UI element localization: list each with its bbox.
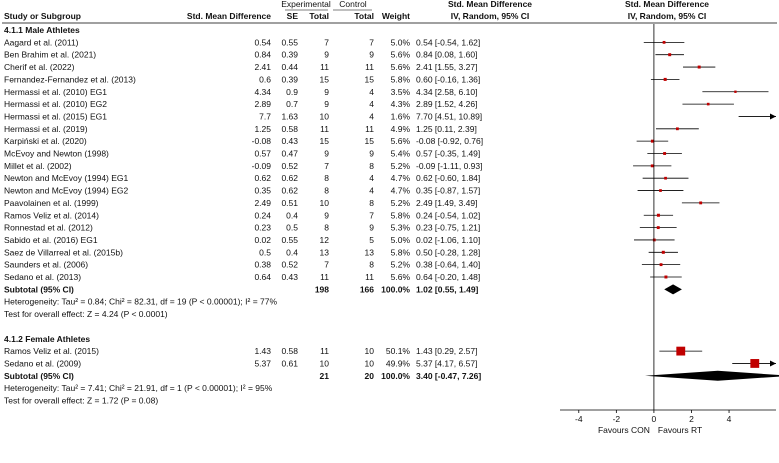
study-ci: 0.57 [-0.35, 1.49] (416, 148, 481, 159)
study-ci: 7.70 [4.51, 10.89] (416, 111, 483, 122)
study-total-c: 10 (364, 358, 374, 369)
subtotal-ci: 3.40 [-0.47, 7.26] (416, 370, 482, 381)
study-weight: 4.9% (390, 123, 410, 134)
study-se: 0.55 (281, 234, 298, 245)
x-tick-label: 2 (689, 414, 694, 424)
subtotal-total-c: 20 (364, 370, 374, 381)
study-total-e: 11 (320, 123, 329, 134)
study-name: Sabido et al. (2016) EG1 (4, 234, 98, 245)
subtotal-weight: 100.0% (381, 370, 410, 381)
ci-overflow-arrow (770, 360, 776, 366)
study-total-c: 4 (369, 173, 374, 184)
study-total-e: 7 (324, 160, 329, 171)
study-name: McEvoy and Newton (1998) (4, 148, 109, 159)
study-total-e: 15 (319, 74, 329, 85)
study-ci: 5.37 [4.17, 6.57] (416, 358, 478, 369)
study-se: 0.62 (281, 185, 298, 196)
study-name: Ramos Veliz et al. (2014) (4, 210, 99, 221)
study-total-c: 5 (369, 234, 374, 245)
header-study: Study or Subgroup (4, 11, 81, 21)
subtotal-weight: 100.0% (381, 284, 410, 295)
study-total-e: 15 (319, 136, 329, 147)
study-total-e: 9 (324, 148, 329, 159)
study-marker (750, 359, 759, 368)
study-total-e: 12 (319, 234, 329, 245)
study-weight: 49.9% (385, 358, 410, 369)
study-total-e: 10 (319, 111, 329, 122)
study-se: 1.63 (281, 111, 298, 122)
x-tick-label: 4 (726, 414, 732, 424)
study-total-c: 13 (364, 247, 374, 258)
study-name: Hermassi et al. (2010) EG1 (4, 86, 107, 97)
study-total-c: 15 (364, 136, 374, 147)
study-se: 0.9 (286, 86, 298, 97)
subtotal-label: Subtotal (95% CI) (4, 370, 74, 381)
study-total-e: 11 (320, 346, 329, 357)
study-marker (734, 91, 736, 93)
study-ci: 0.84 [0.08, 1.60] (416, 49, 478, 60)
header-total-c: Total (354, 11, 374, 21)
study-se: 0.4 (286, 210, 298, 221)
study-marker (660, 263, 663, 266)
study-name: Saunders et al. (2006) (4, 259, 89, 270)
study-name: Ben Brahim et al. (2021) (4, 49, 97, 60)
study-total-e: 8 (324, 173, 329, 184)
study-total-c: 9 (369, 148, 374, 159)
study-smd: 7.7 (259, 111, 271, 122)
favours-right-label: Favours RT (657, 425, 703, 435)
study-name: Newton and McEvoy (1994) EG1 (4, 173, 129, 184)
study-total-c: 11 (365, 62, 374, 73)
favours-left-label: Favours CON (597, 425, 650, 435)
study-marker (668, 53, 671, 56)
study-marker (663, 152, 666, 155)
study-weight: 1.6% (390, 111, 410, 122)
study-name: Cherif et al. (2022) (4, 62, 75, 73)
study-total-e: 11 (320, 272, 329, 282)
study-smd: 2.49 (254, 197, 271, 208)
study-se: 0.4 (286, 247, 298, 258)
study-total-e: 9 (324, 86, 329, 97)
study-se: 0.51 (281, 197, 298, 208)
study-ci: 4.34 [2.58, 6.10] (416, 86, 478, 97)
study-marker (659, 189, 662, 192)
study-smd: 0.62 (254, 173, 271, 184)
study-marker (664, 276, 667, 279)
study-se: 0.58 (281, 346, 298, 357)
study-smd: 0.5 (259, 247, 271, 258)
study-weight: 5.6% (390, 136, 410, 147)
study-weight: 5.2% (390, 160, 410, 171)
study-se: 0.61 (281, 358, 298, 369)
study-se: 0.39 (281, 74, 298, 85)
study-smd: 0.6 (259, 74, 271, 85)
study-weight: 3.5% (390, 86, 410, 97)
subtotal-total-c: 166 (359, 284, 374, 295)
study-weight: 5.6% (390, 62, 410, 73)
study-total-e: 11 (320, 62, 329, 73)
study-se: 0.43 (281, 136, 298, 147)
study-ci: 0.35 [-0.87, 1.57] (416, 185, 481, 196)
study-smd: -0.09 (251, 160, 271, 171)
study-ci: 1.25 [0.11, 2.39] (416, 123, 477, 134)
study-ci: 0.02 [-1.06, 1.10] (416, 234, 481, 245)
study-name: Ronnestad et al. (2012) (4, 222, 93, 233)
header-total-e: Total (309, 11, 329, 21)
study-ci: -0.09 [-1.11, 0.93] (416, 160, 483, 171)
study-total-e: 7 (324, 37, 329, 48)
study-total-c: 4 (369, 86, 374, 97)
study-weight: 5.8% (390, 247, 410, 258)
study-se: 0.44 (281, 62, 298, 73)
study-total-c: 9 (369, 49, 374, 60)
study-total-e: 9 (324, 49, 329, 60)
study-smd: 0.35 (254, 185, 271, 196)
study-name: Saez de Villarreal et al. (2015b) (4, 247, 123, 258)
study-ci: 0.60 [-0.16, 1.36] (416, 74, 481, 85)
header-control: Control (339, 0, 367, 9)
heterogeneity-text: Heterogeneity: Tau² = 0.84; Chi² = 82.31, df = 19 (P < 0.00001); I² = 77% (4, 296, 278, 307)
header-weight: Weight (381, 11, 410, 21)
study-name: Aagard et al. (2011) (4, 37, 79, 48)
header-ci-col: IV, Random, 95% CI (450, 11, 530, 21)
study-smd: 1.25 (254, 123, 271, 134)
subtotal-total-e: 21 (319, 370, 329, 381)
study-marker (664, 177, 667, 180)
subtotal-total-e: 198 (314, 284, 329, 295)
subtotal-label: Subtotal (95% CI) (4, 284, 74, 295)
study-ci: 0.24 [-0.54, 1.02] (416, 210, 481, 221)
study-total-e: 8 (324, 222, 329, 233)
study-total-e: 13 (319, 247, 329, 258)
x-tick-label: -2 (612, 414, 621, 424)
study-smd: 0.84 (254, 49, 271, 60)
heterogeneity-text: Heterogeneity: Tau² = 7.41; Chi² = 21.91, df = 1 (P < 0.00001); I² = 95% (4, 383, 273, 394)
study-smd: 0.64 (254, 272, 271, 282)
study-total-e: 10 (319, 197, 329, 208)
study-marker (676, 347, 685, 356)
header-smd: Std. Mean Difference (186, 11, 271, 21)
ci-overflow-arrow (770, 113, 776, 119)
study-name: Fernandez-Fernandez et al. (2013) (4, 74, 136, 85)
study-smd: 0.02 (254, 234, 271, 245)
study-total-c: 15 (364, 74, 374, 85)
study-ci: 0.62 [-0.60, 1.84] (416, 173, 481, 184)
overall-effect-text: Test for overall effect: Z = 1.72 (P = 0.08) (4, 395, 159, 406)
subtotal-diamond (645, 371, 779, 381)
study-ci: 1.43 [0.29, 2.57] (416, 346, 478, 357)
study-ci: 0.38 [-0.64, 1.40] (416, 259, 481, 270)
study-weight: 5.4% (390, 148, 410, 159)
subtotal-diamond (664, 284, 682, 294)
study-marker (662, 251, 665, 254)
study-smd: 0.24 (254, 210, 271, 221)
study-total-c: 10 (364, 346, 374, 357)
subtotal-ci: 1.02 [0.55, 1.49] (416, 284, 479, 295)
study-smd: 2.41 (254, 62, 271, 73)
study-marker (651, 164, 654, 167)
plot-area (560, 24, 779, 435)
study-se: 0.7 (286, 99, 298, 110)
study-ci: 0.64 [-0.20, 1.48] (416, 272, 481, 282)
study-total-e: 10 (319, 358, 329, 369)
study-name: Ramos Veliz et al. (2015) (4, 346, 99, 357)
study-ci: 0.23 [-0.75, 1.21] (416, 222, 481, 233)
study-ci: 2.41 [1.55, 3.27] (416, 62, 478, 73)
study-weight: 50.1% (385, 346, 410, 357)
study-name: Hermassi et al. (2019) (4, 123, 88, 134)
study-marker (699, 201, 702, 204)
study-smd: 5.37 (254, 358, 271, 369)
study-total-c: 8 (369, 259, 374, 270)
study-se: 0.43 (281, 272, 298, 282)
study-weight: 4.7% (390, 185, 410, 196)
study-ci: -0.08 [-0.92, 0.76] (416, 136, 484, 147)
x-tick-label: 0 (651, 414, 657, 424)
study-name: Sedano et al. (2013) (4, 272, 82, 282)
study-name: Millet et al. (2002) (4, 160, 72, 171)
study-total-c: 9 (369, 222, 374, 233)
study-marker (657, 226, 660, 229)
study-smd: -0.08 (251, 136, 271, 147)
study-weight: 5.0% (390, 234, 410, 245)
x-tick-label: -4 (575, 414, 583, 424)
study-smd: 1.43 (254, 346, 271, 357)
study-ci: 0.50 [-0.28, 1.28] (416, 247, 481, 258)
study-smd: 0.57 (254, 148, 271, 159)
study-se: 0.55 (281, 37, 298, 48)
table-rows (4, 25, 483, 406)
study-marker (698, 66, 701, 69)
study-se: 0.58 (281, 123, 298, 134)
header-ci-plot: IV, Random, 95% CI (627, 11, 707, 21)
study-se: 0.5 (286, 222, 298, 233)
study-marker (676, 127, 679, 130)
study-total-e: 9 (324, 210, 329, 221)
header-smd-plot: Std. Mean Difference (624, 0, 710, 9)
study-ci: 0.54 [-0.54, 1.62] (416, 37, 481, 48)
study-smd: 2.89 (254, 99, 271, 110)
subgroup-title: 4.1.1 Male Athletes (4, 25, 80, 35)
study-total-c: 7 (369, 37, 374, 48)
study-weight: 5.3% (390, 222, 410, 233)
study-name: Newton and McEvoy (1994) EG2 (4, 185, 129, 196)
study-total-e: 7 (324, 259, 329, 270)
study-marker (651, 140, 654, 143)
study-smd: 4.34 (254, 86, 271, 97)
study-weight: 5.6% (390, 49, 410, 60)
study-total-c: 11 (365, 272, 374, 282)
study-name: Karpiński et al. (2020) (4, 136, 87, 147)
study-weight: 5.6% (390, 272, 410, 282)
study-total-c: 4 (369, 99, 374, 110)
study-smd: 0.23 (254, 222, 271, 233)
study-smd: 0.38 (254, 259, 271, 270)
study-weight: 5.2% (390, 259, 410, 270)
study-weight: 5.2% (390, 197, 410, 208)
study-se: 0.52 (281, 259, 298, 270)
study-name: Sedano et al. (2009) (4, 358, 82, 369)
study-weight: 5.0% (390, 37, 410, 48)
study-name: Hermassi et al. (2015) EG1 (4, 111, 107, 122)
study-se: 0.52 (281, 160, 298, 171)
study-ci: 2.89 [1.52, 4.26] (416, 99, 478, 110)
study-se: 0.62 (281, 173, 298, 184)
overall-effect-text: Test for overall effect: Z = 4.24 (P < 0.0001) (4, 309, 168, 320)
study-total-e: 8 (324, 185, 329, 196)
header-experimental: Experimental (281, 0, 331, 9)
subgroup-title: 4.1.2 Female Athletes (4, 333, 91, 344)
study-marker (707, 103, 710, 106)
study-name: Hermassi et al. (2010) EG2 (4, 99, 107, 110)
study-se: 0.39 (281, 49, 298, 60)
study-marker (657, 214, 660, 217)
header-se: SE (286, 11, 298, 21)
study-weight: 5.8% (390, 74, 410, 85)
study-total-c: 8 (369, 160, 374, 171)
header-smd-group: Std. Mean Difference (447, 0, 533, 9)
study-total-c: 8 (369, 197, 374, 208)
study-weight: 4.7% (390, 173, 410, 184)
study-weight: 4.3% (390, 99, 410, 110)
study-marker (664, 78, 667, 81)
study-smd: 0.54 (254, 37, 271, 48)
study-marker (663, 41, 666, 44)
study-weight: 5.8% (390, 210, 410, 221)
study-se: 0.47 (281, 148, 298, 159)
study-name: Paavolainen et al. (1999) (4, 197, 99, 208)
study-ci: 2.49 [1.49, 3.49] (416, 197, 478, 208)
study-total-c: 7 (369, 210, 374, 221)
study-total-c: 11 (365, 123, 374, 134)
study-total-c: 4 (369, 185, 374, 196)
study-total-e: 9 (324, 99, 329, 110)
study-total-c: 4 (369, 111, 374, 122)
